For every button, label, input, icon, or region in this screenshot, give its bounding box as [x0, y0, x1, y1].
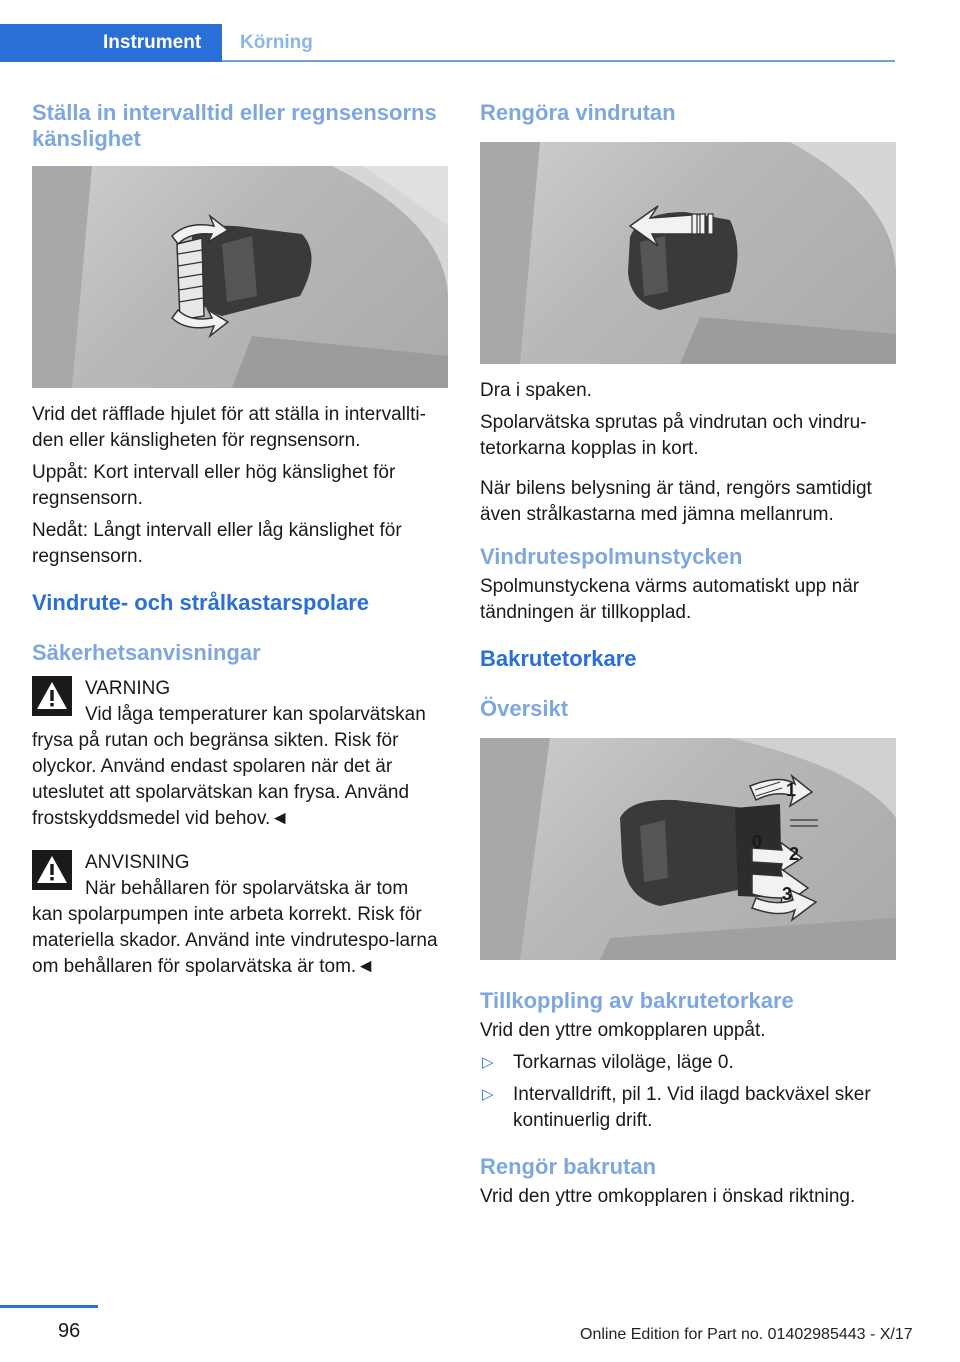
heading-nozzles: Vindrutespolmunstycken	[480, 544, 743, 569]
paragraph-clean-rear: Vrid den yttre omkopplaren i önskad riktning.	[480, 1186, 856, 1207]
triangle-bullet-icon: ▷	[482, 1054, 494, 1071]
warning-line1: Vid låga temperaturer kan spolarvätskan	[85, 704, 426, 725]
washer-lever-photo	[480, 142, 896, 364]
left-column	[32, 100, 448, 980]
notice-label: ANVISNING	[85, 852, 190, 873]
list-item: ▷ Torkarnas viloläge, läge 0.	[480, 1050, 896, 1076]
heading-interval: Ställa in intervalltid eller regnsensorns känslighet	[32, 100, 437, 151]
fig-label-3: 3	[782, 884, 793, 904]
notice-text: kan spolarpumpen inte arbeta korrekt. Risk för materiella skador. Använd inte vindrutespo-larna om behållaren för spolarvätska är tom.◄	[32, 904, 438, 977]
paragraph-rear-on: Vrid den yttre omkopplaren uppåt.	[480, 1020, 766, 1041]
fig-label-2: 2	[789, 844, 800, 864]
heading-safety: Säkerhetsanvisningar	[32, 640, 261, 665]
list-item: ▷ Intervalldrift, pil 1. Vid ilagd backväxel sker kontinuerlig drift.	[482, 1084, 871, 1131]
heading-rear-wiper: Bakrutetorkare	[480, 646, 637, 671]
notice-block	[32, 850, 448, 980]
paragraph-nozzles: Spolmunstyckena värms automatiskt upp när tändningen är tillkopplad.	[480, 576, 860, 623]
heading-overview: Översikt	[480, 696, 569, 721]
paragraph-down: Nedåt: Långt intervall eller låg känslighet för regnsensorn.	[32, 520, 402, 567]
warning-text: frysa på rutan och begränsa sikten. Risk för olyckor. Använd endast spolaren när det är uteslutet att spolarvätskan kan frysa. Använd frostskyddsmedel vid behov.◄	[32, 730, 410, 829]
paragraph-pull-lever: Dra i spaken.	[480, 380, 592, 401]
page-number: 96	[58, 1320, 81, 1342]
triangle-bullet-icon: ▷	[482, 1086, 494, 1103]
paragraph-headlights: När bilens belysning är tänd, rengörs samtidigt även strålkastarna med jämna mellanrum.	[480, 478, 872, 525]
tab-korning[interactable]: Körning	[240, 32, 313, 53]
edition-text: Online Edition for Part no. 01402985443 - X/17	[580, 1326, 913, 1343]
paragraph-up: Uppåt: Kort intervall eller hög känslighet för regnsensorn.	[32, 462, 396, 509]
bullet-list	[480, 1050, 896, 1134]
fig-label-0: 0	[752, 832, 763, 852]
notice-icon	[32, 850, 72, 890]
notice-line1: När behållaren för spolarvätska är tom	[85, 878, 409, 899]
right-column	[480, 100, 896, 1210]
footer-rule	[0, 1305, 98, 1308]
warning-label: VARNING	[85, 678, 171, 699]
warning-block	[32, 676, 448, 832]
header-tabbar	[0, 24, 895, 62]
paragraph-washer-fluid: Spolarvätska sprutas på vindrutan och vindru-tetorkarna kopplas in kort.	[480, 412, 867, 459]
fig-label-1: 1	[786, 780, 797, 800]
heading-clean-rear: Rengör bakrutan	[480, 1154, 657, 1179]
wiper-wheel-photo	[32, 166, 448, 388]
heading-washer: Vindrute- och strålkastarspolare	[32, 590, 370, 615]
tab-instrument[interactable]: Instrument	[0, 24, 222, 62]
heading-rear-on: Tillkoppling av bakrutetorkare	[480, 988, 794, 1013]
paragraph-wheel: Vrid det räfflade hjulet för att ställa in intervallti-den eller känsligheten för regnsensorn.	[32, 404, 426, 451]
heading-clean-windshield: Rengöra vindrutan	[480, 100, 676, 125]
warning-icon	[32, 676, 72, 716]
rear-wiper-photo	[480, 738, 896, 960]
